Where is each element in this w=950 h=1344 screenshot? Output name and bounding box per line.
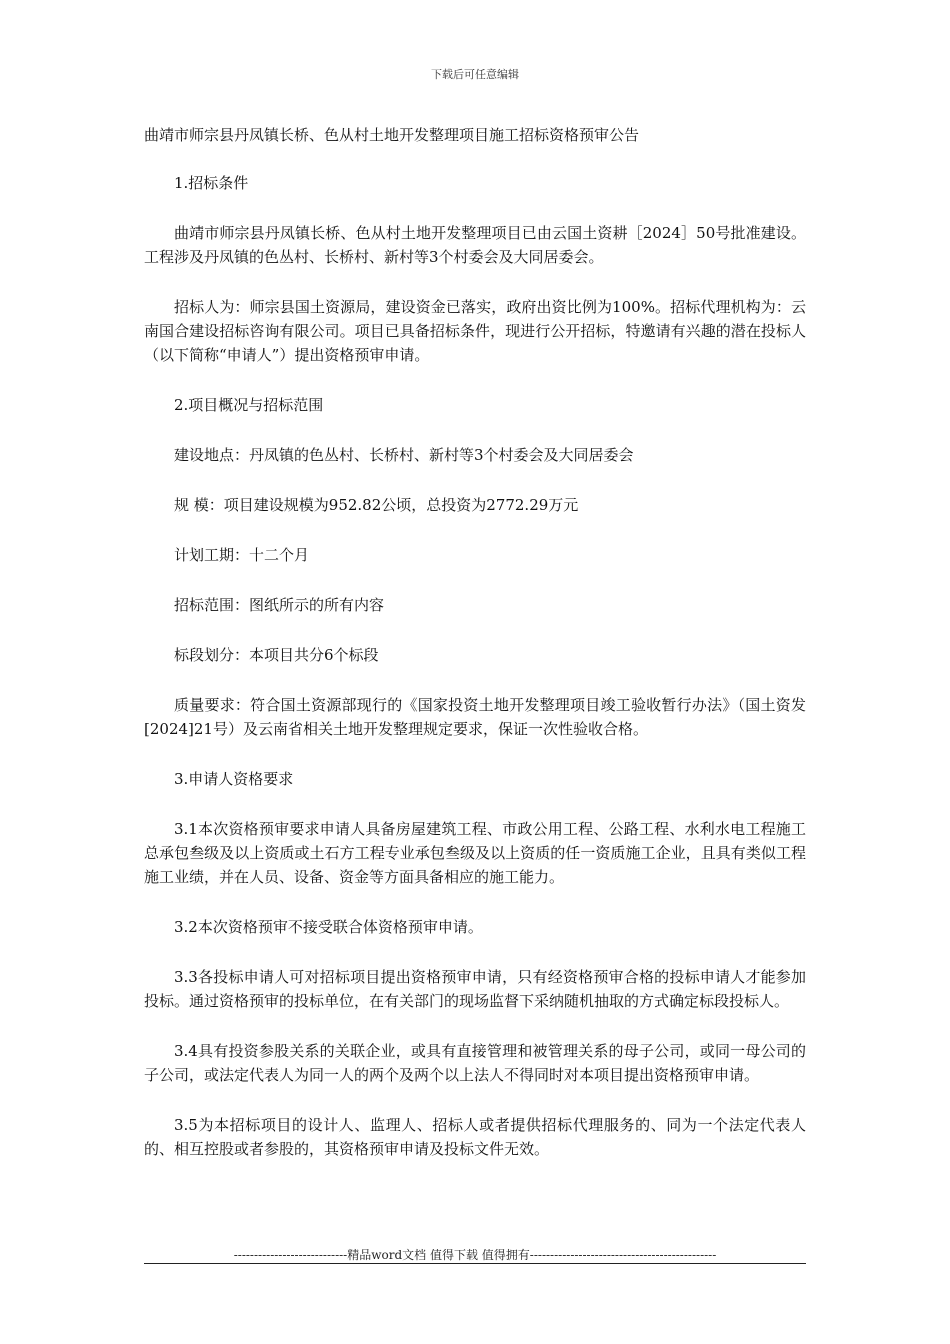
paragraph: 3.2本次资格预审不接受联合体资格预审申请。	[174, 918, 483, 936]
section-heading-3: 3.申请人资格要求	[174, 770, 294, 788]
paragraph: 招标人为：师宗县国土资源局，建设资金已落实，政府出资比例为100%。招标代理机构为：云南国合建设招标咨询有限公司。项目已具备招标条件，现进行公开招标，特邀请有兴趣的潜在投标人（以下简称“申请人”）提出资格预审申请。	[144, 298, 806, 364]
paragraph: 质量要求：符合国土资源部现行的《国家投资土地开发整理项目竣工验收暂行办法》（国土资发[2024]21号）及云南省相关土地开发整理规定要求，保证一次性验收合格。	[144, 696, 806, 738]
footer-note: ----------------------------精品word文档 值得下载 值得拥有----------------------------------------------	[233, 1248, 717, 1262]
paragraph: 曲靖市师宗县丹凤镇长桥、色从村土地开发整理项目已由云国土资耕［2024］50号批准建设。工程涉及丹凤镇的色丛村、长桥村、新村等3个村委会及大同居委会。	[144, 224, 806, 266]
paragraph: 招标范围：图纸所示的所有内容	[174, 596, 385, 614]
paragraph: 3.4具有投资参股关系的关联企业，或具有直接管理和被管理关系的母子公司，或同一母公司的子公司，或法定代表人为同一人的两个及两个以上法人不得同时对本项目提出资格预审申请。	[144, 1042, 806, 1084]
section-heading-1: 1.招标条件	[174, 174, 249, 192]
paragraph: 3.5为本招标项目的设计人、监理人、招标人或者提供招标代理服务的、同为一个法定代表人的、相互控股或者参股的，其资格预审申请及投标文件无效。	[144, 1116, 806, 1158]
paragraph: 规 模：项目建设规模为952.82公顷，总投资为2772.29万元	[174, 496, 579, 514]
paragraph: 建设地点：丹凤镇的色丛村、长桥村、新村等3个村委会及大同居委会	[174, 446, 634, 464]
section-heading-2: 2.项目概况与招标范围	[174, 396, 324, 414]
footer-divider	[144, 1263, 806, 1264]
document-title: 曲靖市师宗县丹凤镇长桥、色从村土地开发整理项目施工招标资格预审公告	[144, 126, 640, 144]
document-body	[144, 122, 806, 1187]
header-note: 下载后可任意编辑	[431, 68, 519, 81]
paragraph: 计划工期：十二个月	[174, 546, 310, 564]
paragraph: 3.1本次资格预审要求申请人具备房屋建筑工程、市政公用工程、公路工程、水利水电工程施工总承包叁级及以上资质或土石方工程专业承包叁级及以上资质的任一资质施工企业，且具有类似工程施工业绩，并在人员、设备、资金等方面具备相应的施工能力。	[144, 820, 806, 886]
paragraph: 标段划分：本项目共分6个标段	[174, 646, 379, 664]
paragraph: 3.3各投标申请人可对招标项目提出资格预审申请，只有经资格预审合格的投标申请人才能参加投标。通过资格预审的投标单位，在有关部门的现场监督下采纳随机抽取的方式确定标段投标人。	[144, 968, 806, 1010]
